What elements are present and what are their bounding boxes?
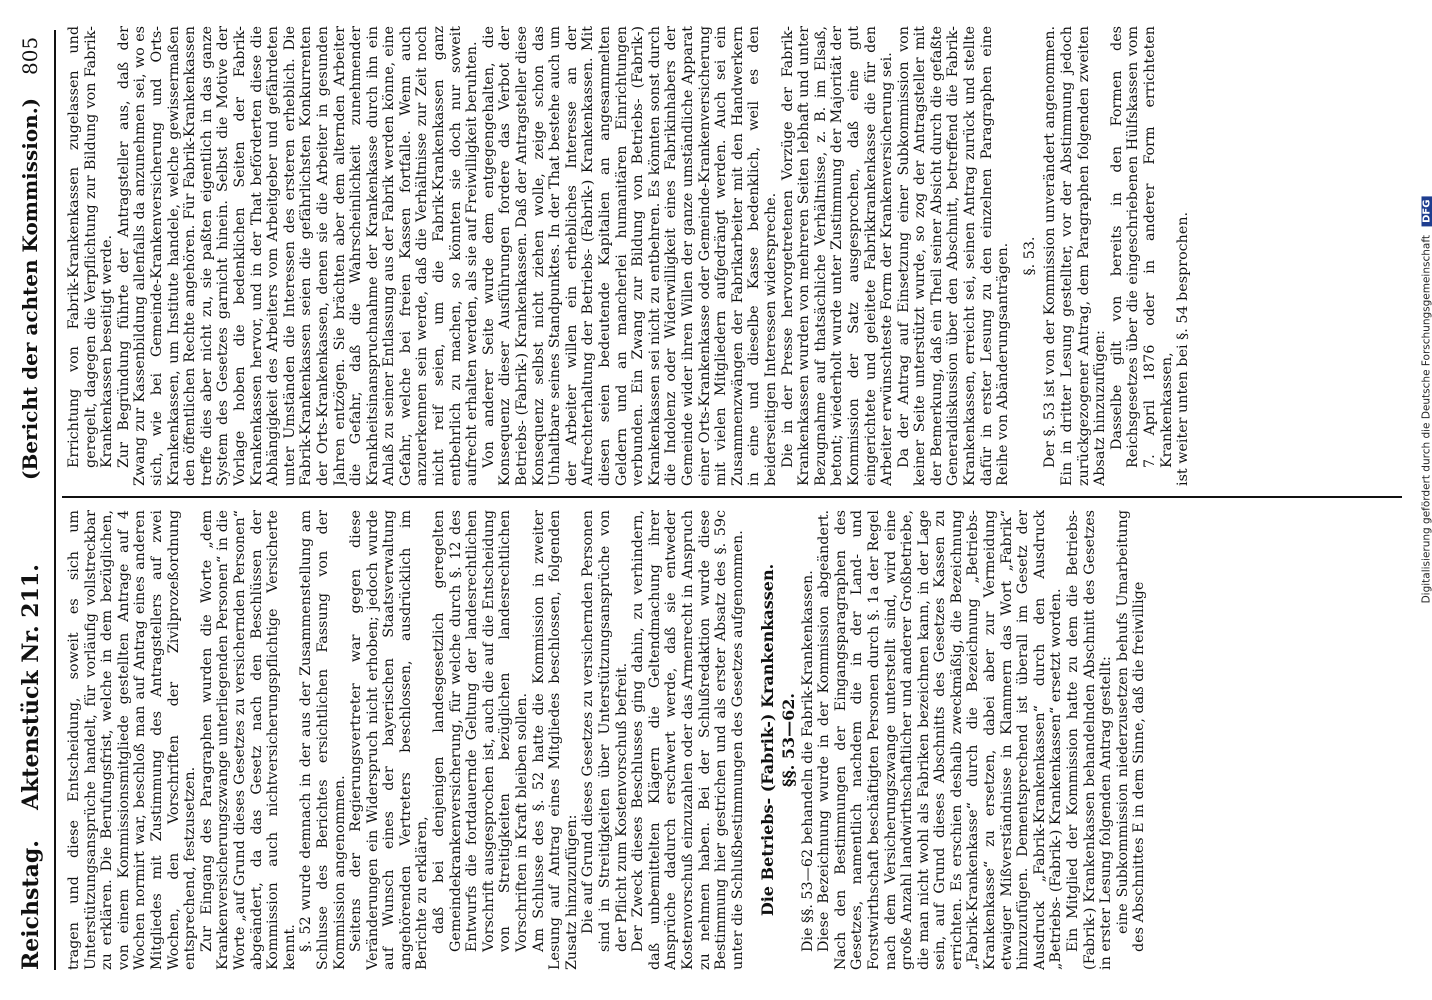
header-rule — [54, 30, 56, 970]
right-quote: Errichtung von Fabrik-Krankenkassen zugelassen und geregelt, dagegen die Verpflichtung zur Bildung von Fabrik-Krankenkassen beseitigt werde. — [66, 26, 116, 468]
right-paragraph: Die in der Presse hervorgetretenen Vorzüge der Fabrik-Krankenkassen wurden von mehreren Seiten lebhaft und unter Bezugnahme auf thatsächliche Verhältnisse, z. B. im Elsaß, betont; wiederholt wurde unter Zustimmung der Majorität der Kommission der Satz ausgesprochen, daß eine gut eingerichtete und geleitete Fabrikkrankenkasse die für den Arbeiter erwünschteste Form der Krankenversicherung sei. — [779, 26, 896, 486]
left-paragraph: Zur Eingang des Paragraphen wurden die Worte „dem Krankenversicherungszwange unterliegenden Personen“ in die Worte „auf Grund dieses Gesetzes zu versichernden Personen“ abgeändert, da das Gesetz nach den Beschlüssen der Kommission auch nichtversicherungspflichtige Versicherte kennt. — [198, 510, 298, 970]
header-left-title: Reichstag. — [18, 840, 44, 970]
section-paragraphs: §§. 53—62. — [778, 693, 798, 787]
credit-strip — [1414, 0, 1432, 1000]
header-right-title: (Bericht der achten Kommission.) — [18, 97, 42, 480]
credit-text: Digitalisierung gefördert durch die Deutsche Forschungsgemeinschaft — [1420, 235, 1432, 604]
page-number: 805 — [18, 36, 42, 75]
dfg-logo: DFG — [1422, 197, 1432, 226]
right-paragraph: Da der Antrag auf Einsetzung einer Subkommission von keiner Seite unterstützt wurde, so zog der Antragsteller mit der Bemerkung, daß ein Theil seiner Absicht durch die gefaßte Generaldiskussion über den Abschnitt, betreffend die Fabrik-Krankenkassen, erreicht sei, seinen Antrag zurück und stellte dafür in erster Lesung zu den einzelnen Paragraphen eine Reihe von Abänderungsanträgen. — [895, 26, 1012, 486]
left-paragraph: Die §§. 53—62 behandeln die Fabrik-Krankenkassen. — [799, 570, 816, 952]
section-title: Die Betriebs- (Fabrik-) Krankenkassen. — [758, 563, 778, 917]
left-quote: daß bei denjenigen landesgesetzlich geregelten Gemeindekrankenversicherung, für welche durch §. 12 des Entwurfs die fortdauernde Geltung der landesrechtlichen Vorschrift ausgesprochen ist, auch die auf die Entscheidung von Streitigkeiten bezüglichen landesrechtlichen Vorschriften in Kraft bleiben sollen. — [431, 510, 531, 952]
right-paragraph: Von anderer Seite wurde dem entgegengehalten, die Konsequenz dieser Ausführungen fordere das Verbot der Betriebs- (Fabrik-) Krankenkassen. Daß der Antragsteller diese Konsequenz selbst nicht ziehen wolle, zeige schon das Unhaltbare seines Standpunktes. In der That bestehe auch um der Arbeiter willen ein erhebliches Interesse an der Aufrechterhaltung der Betriebs- (Fabrik-) Krankenkassen. Mit diesen seien bedeutende Kapitalien an angesammelten Geldern und an mancherlei humanitären Einrichtungen verbunden. Ein Zwang zur Bildung von Betriebs- (Fabrik-) Krankenkassen sei nicht zu entbehren. Es könnten sonst durch die Indolenz oder Widerwilligkeit eines Fabrikinhabers der Gemeinde wider ihren Willen der ganze umständliche Apparat einer Orts-Krankenkasse oder Gemeinde-Krankenversicherung mit vielen Mitgliedern aufgedrängt werden. Auch sei ein Zusammenzwängen der Fabrikarbeiter mit den Handwerkern in eine und dieselbe Kasse bedenklich, weil es den beiderseitigen Interessen widerspreche. — [480, 26, 779, 486]
right-paragraph: Der §. 53 ist von der Kommission unverändert angenommen. Ein in dritter Lesung gestellter, vor der Abstimmung jedoch zurückgezogener Antrag, dem Paragraphen folgenden zweiten Absatz hinzuzufügen: — [1042, 26, 1109, 486]
left-paragraph: Der Zweck dieses Beschlusses ging dahin, zu verhindern, daß unbemittelten Klägern die Geltendmachung ihrer Ansprüche dadurch erschwert werde, daß sie entweder Kostenvorschuß einzuzahlen oder das Armenrecht in Anspruch zu nehmen haben. Bei der Schlußredaktion wurde diese Bestimmung hier gestrichen und als erster Absatz des §. 59c unter die Schlußbestimmungen des Gesetzes aufgenommen. — [630, 510, 746, 970]
left-paragraph: Am Schlusse des §. 52 hatte die Kommission in zweiter Lesung auf Antrag eines Mitgliedes beschlossen, folgenden Zusatz hinzuzufügen: — [530, 510, 580, 970]
left-column — [66, 510, 1406, 970]
right-paragraph: Zur Begründung führte der Antragsteller aus, daß der Zwang zur Kassenbildung allenfalls da anzunehmen sei, wo es sich, wie bei Gemeinde-Krankenversicherung und Orts-Krankenkassen, um Institute handele, welche gewissermaßen den öffentlichen Rechte angehören. Für Fabrik-Krankenkassen treffe dies aber nicht zu, sie paßten eigentlich in das ganze System des Gesetzes garnicht hinein. Selbst die Motive der Vorlage hoben die bedenklichen Seiten der Fabrik-Krankenkassen hervor, und in der That beförderten diese die Abhängigkeit des Arbeiters vom Arbeitgeber und gefährdeten unter Umständen die Interessen des ersteren erheblich. Die Fabrik-Krankenkassen seien die gefährlichsten Konkurrenten der Orts-Krankenkassen, denen sie die Arbeiter in gesunden Jahren entzögen. Sie brächten aber dem alternden Arbeiter die Gefahr, daß die Wahrscheinlichkeit zunehmender Krankheitsinanspruchnahme der Krankenkasse durch ihn ein Anlaß zu seiner Entlassung aus der Fabrik werden könne, eine Gefahr, welche bei freien Kassen fortfalle. Wenn auch anzuerkennen sein werde, daß die Verhältnisse zur Zeit noch nicht reif seien, um die Fabrik-Krankenkassen ganz entbehrlich zu machen, so könnten sie doch nur soweit aufrecht erhalten werden, als sie auf Freiwilligkeit beruhten. — [115, 26, 481, 486]
left-paragraph: Seitens der Regierungsvertreter war gegen diese Veränderungen ein Widerspruch nicht erhoben; jedoch wurde auf Wunsch eines der bayerischen Staatsverwaltung angehörenden Vertreters beschlossen, ausdrücklich im Berichte zu erklären, — [348, 510, 431, 970]
left-quote: eine Subkommission niederzusetzen behufs Umarbeitung des Abschnittes E in dem Sinne, daß die freiwillige — [1114, 510, 1148, 952]
left-paragraph: Ein Mitglied der Kommission hatte zu dem die Betriebs- (Fabrik-) Krankenkassen behandelnden Abschnitt des Gesetzes in erster Lesung folgenden Antrag gestellt: — [1065, 510, 1115, 970]
right-column — [66, 26, 1406, 486]
header-document-label: Aktenstück Nr. 211. — [18, 564, 44, 810]
left-quote: Die auf Grund dieses Gesetzes zu versichernden Personen sind in Streitigkeiten über Unterstützungsansprüche von der Pflicht zum Kostenvorschuß befreit. — [580, 510, 630, 952]
credit-wrapper — [1415, 197, 1432, 604]
left-paragraph: tragen und diese Entscheidung, soweit es sich um Unterstützungsansprüche handelt, für vorläufig vollstreckbar zu erklären. Die Berufungsfrist, welche in dem bezüglichen, von einem Kommissionsmitgliede gestellten Antrage auf 4 Wochen normirt war, beschloß man auf Antrag eines anderen Mitgliedes mit Zustimmung des Antragstellers auf zwei Wochen, den Vorschriften der Zivilprozeßordnung entsprechend, festzusetzen. — [66, 510, 199, 970]
right-quote: Dasselbe gilt von bereits in den Formen des Reichsgesetzes über die eingeschriebenen Hülfskassen vom 7. April 1876 oder in anderer Form errichteten Krankenkassen, — [1108, 26, 1175, 468]
section-heading: §. 53. — [1021, 236, 1038, 276]
column-divider — [62, 497, 1402, 499]
right-paragraph: ist weiter unten bei §. 54 besprochen. — [1175, 211, 1192, 486]
left-paragraph: §. 52 wurde demnach in der aus der Zusammenstellung am Schlusse des Berichtes ersichtlichen Fassung von der Kommission angenommen. — [298, 510, 348, 970]
left-paragraph: Diese Bezeichnung wurde in der Kommission abgeändert. Nach den Bestimmungen der Eingangsparagraphen des Gesetzes, namentlich nachdem die in der Land- und Forstwirthschaft beschäftigten Personen durch §. 1a der Regel nach dem Versicherungszwange unterstellt sind, wird eine große Anzahl landwirthschaftlicher und anderer Großbetriebe, die man nicht wohl als Fabriken bezeichnen kann, in der Lage sein, auf Grund dieses Abschnitts des Gesetzes Kassen zu errichten. Es erschien deshalb zweckmäßig, die Bezeichnung „Fabrik-Krankenkasse“ durch die Bezeichnung „Betriebs-Krankenkasse“ zu ersetzen, dabei aber zur Vermeidung etwaiger Mißverständnisse in Klammern das Wort „Fabrik“ hinzuzufügen. Dementsprechend ist überall im Gesetz der Ausdruck „Fabrik-Krankenkassen“ durch den Ausdruck „Betriebs- (Fabrik-) Krankenkassen“ ersetzt worden. — [816, 510, 1065, 970]
